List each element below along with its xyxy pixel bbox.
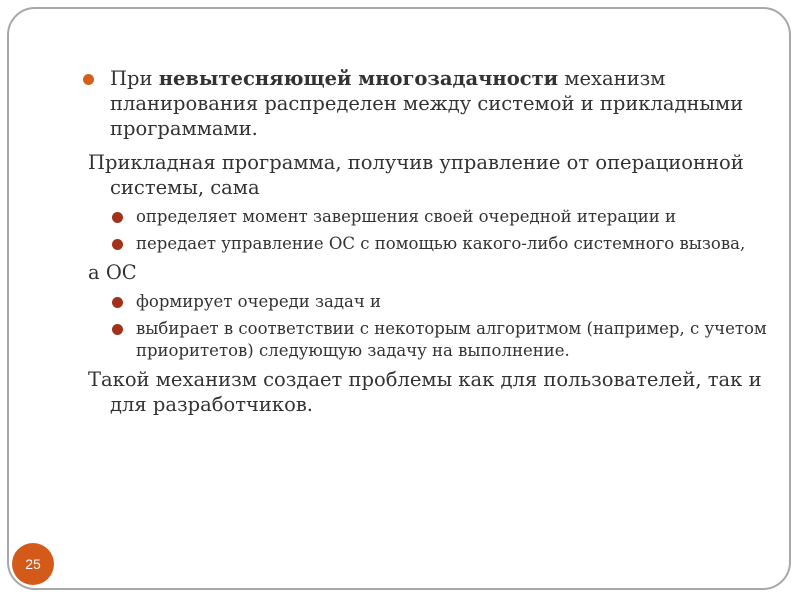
intro-bullet xyxy=(78,66,768,141)
os-paragraph: а ОС xyxy=(88,261,137,284)
app-sub-bullet-text: определяет момент завершения своей очередной итерации и xyxy=(136,207,677,226)
conclusion-paragraph: Такой механизм создает проблемы как для пользователей, так и для разработчиков. xyxy=(88,368,762,416)
sub-bullet-dot-icon xyxy=(112,212,123,223)
bullet-dot-icon xyxy=(83,74,94,85)
os-sub-bullet-text: выбирает в соответствии с некоторым алгоритмом (например, с учетом приоритетов) следующую задачу на выполнение. xyxy=(136,319,767,360)
intro-suffix: механизм планирования распределен между системой и прикладными программами. xyxy=(110,67,744,140)
intro-prefix: При xyxy=(110,67,159,90)
app-paragraph: Прикладная программа, получив управление от операционной системы, сама xyxy=(88,151,744,199)
page-number-badge: 25 xyxy=(12,543,54,585)
app-sub-bullet-text: передает управление ОС с помощью какого-либо системного вызова, xyxy=(136,234,746,253)
app-sub-bullet xyxy=(78,206,768,228)
app-sub-bullet xyxy=(78,233,768,255)
sub-bullet-dot-icon xyxy=(112,239,123,250)
os-sub-bullet xyxy=(78,318,768,362)
sub-bullet-dot-icon xyxy=(112,324,123,335)
os-sub-bullet xyxy=(78,291,768,313)
intro-bold-term: невытесняющей многозадачности xyxy=(158,67,559,90)
os-sub-bullet-text: формирует очереди задач и xyxy=(136,292,381,311)
sub-bullet-dot-icon xyxy=(112,297,123,308)
slide-content xyxy=(78,66,768,423)
